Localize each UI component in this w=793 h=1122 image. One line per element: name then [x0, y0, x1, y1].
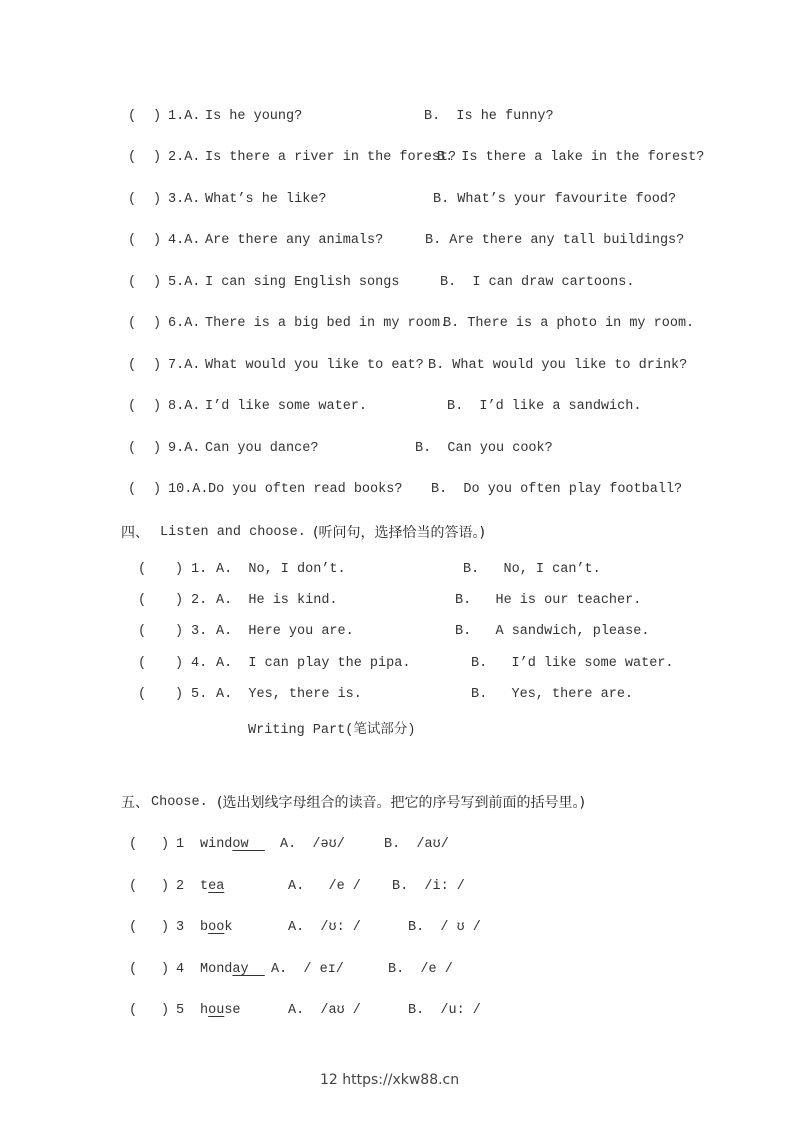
option-b: B. No, I can’t. [463, 562, 601, 577]
option-b: B. Is he funny? [424, 109, 554, 124]
answer-bracket-close: ) [161, 879, 170, 894]
target-word [200, 962, 265, 978]
section-heading-number: 四、 [121, 525, 149, 541]
item-number: 2 [176, 879, 185, 894]
item-number: 6.A. [168, 316, 201, 331]
word-part: t [200, 879, 209, 894]
answer-bracket-open: ( [138, 656, 147, 671]
word-part: h [200, 1003, 209, 1018]
item-number: 3.A. [168, 192, 201, 207]
section-heading-instruction: (选出划线字母组合的读音。把它的序号写到前面的括号里。) [217, 795, 585, 811]
option-b: B. /u: / [408, 1003, 481, 1018]
option-a: A. /e / [288, 879, 361, 894]
answer-bracket-open: ( [128, 275, 137, 290]
word-part: Mond [200, 962, 233, 977]
underlined-letters: ou [208, 1003, 225, 1018]
option-a: There is a big bed in my room. [205, 316, 449, 331]
answer-bracket-open: ( [138, 687, 147, 702]
option-b: B. A sandwich, please. [455, 624, 650, 639]
item-number: 7.A. [168, 358, 201, 373]
option-a: Is he young? [205, 109, 303, 124]
item-number: 5.A. [168, 275, 201, 290]
answer-bracket-close: ) [161, 920, 170, 935]
item-number: 8.A. [168, 399, 201, 414]
option-a: I can sing English songs [205, 275, 400, 290]
option-b: B. What would you like to drink? [428, 358, 688, 373]
option-b: B. What’s your favourite food? [433, 192, 677, 207]
option-a: What would you like to eat? [205, 358, 424, 373]
underlined-letters: ea [208, 879, 225, 894]
option-a: A. Yes, there is. [216, 687, 362, 702]
underlined-letters: ow [232, 837, 265, 852]
option-b: B. Yes, there are. [471, 687, 634, 702]
answer-bracket-open: ( [128, 109, 137, 124]
item-number: 10.A. [168, 482, 209, 497]
answer-bracket-close: ) [161, 1003, 170, 1018]
answer-bracket-close: ) [153, 399, 162, 414]
option-b: B. /e / [388, 962, 453, 977]
item-number: 2.A. [168, 150, 201, 165]
option-b: B. Can you cook? [415, 441, 553, 456]
item-number: 9.A. [168, 441, 201, 456]
option-b: B. Do you often play football? [431, 482, 683, 497]
option-a: Is there a river in the forest? [205, 150, 457, 165]
answer-bracket-open: ( [128, 358, 137, 373]
answer-bracket-open: ( [128, 150, 137, 165]
option-a: A. No, I don’t. [216, 562, 346, 577]
section-heading-title: Choose. [151, 795, 208, 810]
item-number: 5 [176, 1003, 185, 1018]
answer-bracket-open: ( [129, 837, 138, 852]
option-b: B. I can draw cartoons. [440, 275, 635, 290]
option-b: B. Are there any tall buildings? [425, 233, 685, 248]
answer-bracket-open: ( [129, 920, 138, 935]
item-number: 4. [191, 656, 208, 671]
option-b: B. There is a photo in my room. [443, 316, 695, 331]
answer-bracket-open: ( [128, 233, 137, 248]
option-a: I’d like some water. [205, 399, 368, 414]
option-a: A. / eɪ/ [271, 962, 344, 977]
answer-bracket-close: ) [153, 316, 162, 331]
option-a: A. /aʊ / [288, 1003, 361, 1018]
target-word [200, 920, 232, 936]
answer-bracket-close: ) [175, 624, 184, 639]
answer-bracket-close: ) [175, 656, 184, 671]
item-number: 1. [191, 562, 208, 577]
word-part: wind [200, 837, 233, 852]
answer-bracket-close: ) [153, 192, 162, 207]
answer-bracket-open: ( [128, 482, 137, 497]
item-number: 1.A. [168, 109, 201, 124]
answer-bracket-close: ) [153, 150, 162, 165]
option-b: B. I’d like some water. [471, 656, 674, 671]
answer-bracket-close: ) [175, 562, 184, 577]
option-a: A. /əʊ/ [280, 837, 345, 852]
answer-bracket-close: ) [175, 687, 184, 702]
answer-bracket-close: ) [153, 275, 162, 290]
item-number: 1 [176, 837, 185, 852]
option-b: B. Is there a lake in the forest? [437, 150, 705, 165]
section-heading-title: Listen and choose. [160, 525, 306, 540]
target-word [200, 1003, 241, 1019]
answer-bracket-open: ( [138, 624, 147, 639]
option-a: Are there any animals? [205, 233, 384, 248]
answer-bracket-open: ( [128, 316, 137, 331]
answer-bracket-close: ) [153, 441, 162, 456]
item-number: 2. [191, 593, 208, 608]
section-heading-number: 五、 [121, 795, 149, 811]
answer-bracket-open: ( [129, 1003, 138, 1018]
option-b: B. /i: / [392, 879, 465, 894]
answer-bracket-open: ( [138, 562, 147, 577]
word-part: b [200, 920, 209, 935]
page-footer: 12 https://xkw88.cn [320, 1072, 460, 1088]
target-word [200, 879, 224, 895]
answer-bracket-close: ) [153, 358, 162, 373]
writing-part-title: Writing Part(笔试部分) [248, 723, 416, 738]
option-b: B. I’d like a sandwich. [447, 399, 642, 414]
option-a: A. /ʊ: / [288, 920, 361, 935]
item-number: 3. [191, 624, 208, 639]
option-a: A. Here you are. [216, 624, 354, 639]
item-number: 3 [176, 920, 185, 935]
underlined-letters: oo [208, 920, 225, 935]
underlined-letters: ay [232, 962, 265, 977]
answer-bracket-open: ( [128, 441, 137, 456]
answer-bracket-open: ( [128, 399, 137, 414]
answer-bracket-open: ( [129, 962, 138, 977]
answer-bracket-close: ) [161, 962, 170, 977]
option-a: A. I can play the pipa. [216, 656, 411, 671]
option-a: Do you often read books? [208, 482, 403, 497]
word-part: se [224, 1003, 241, 1018]
item-number: 5. [191, 687, 208, 702]
answer-bracket-open: ( [138, 593, 147, 608]
option-a: What’s he like? [205, 192, 327, 207]
target-word [200, 837, 265, 853]
section-heading-instruction: (听问句，选择恰当的答语。) [313, 525, 485, 541]
option-b: B. /aʊ/ [384, 837, 449, 852]
answer-bracket-open: ( [128, 192, 137, 207]
option-b: B. / ʊ / [408, 920, 481, 935]
option-a: Can you dance? [205, 441, 319, 456]
option-a: A. He is kind. [216, 593, 338, 608]
answer-bracket-close: ) [153, 233, 162, 248]
answer-bracket-close: ) [175, 593, 184, 608]
answer-bracket-close: ) [161, 837, 170, 852]
option-b: B. He is our teacher. [455, 593, 642, 608]
answer-bracket-close: ) [153, 482, 162, 497]
item-number: 4 [176, 962, 185, 977]
answer-bracket-close: ) [153, 109, 162, 124]
answer-bracket-open: ( [129, 879, 138, 894]
item-number: 4.A. [168, 233, 201, 248]
word-part: k [224, 920, 233, 935]
